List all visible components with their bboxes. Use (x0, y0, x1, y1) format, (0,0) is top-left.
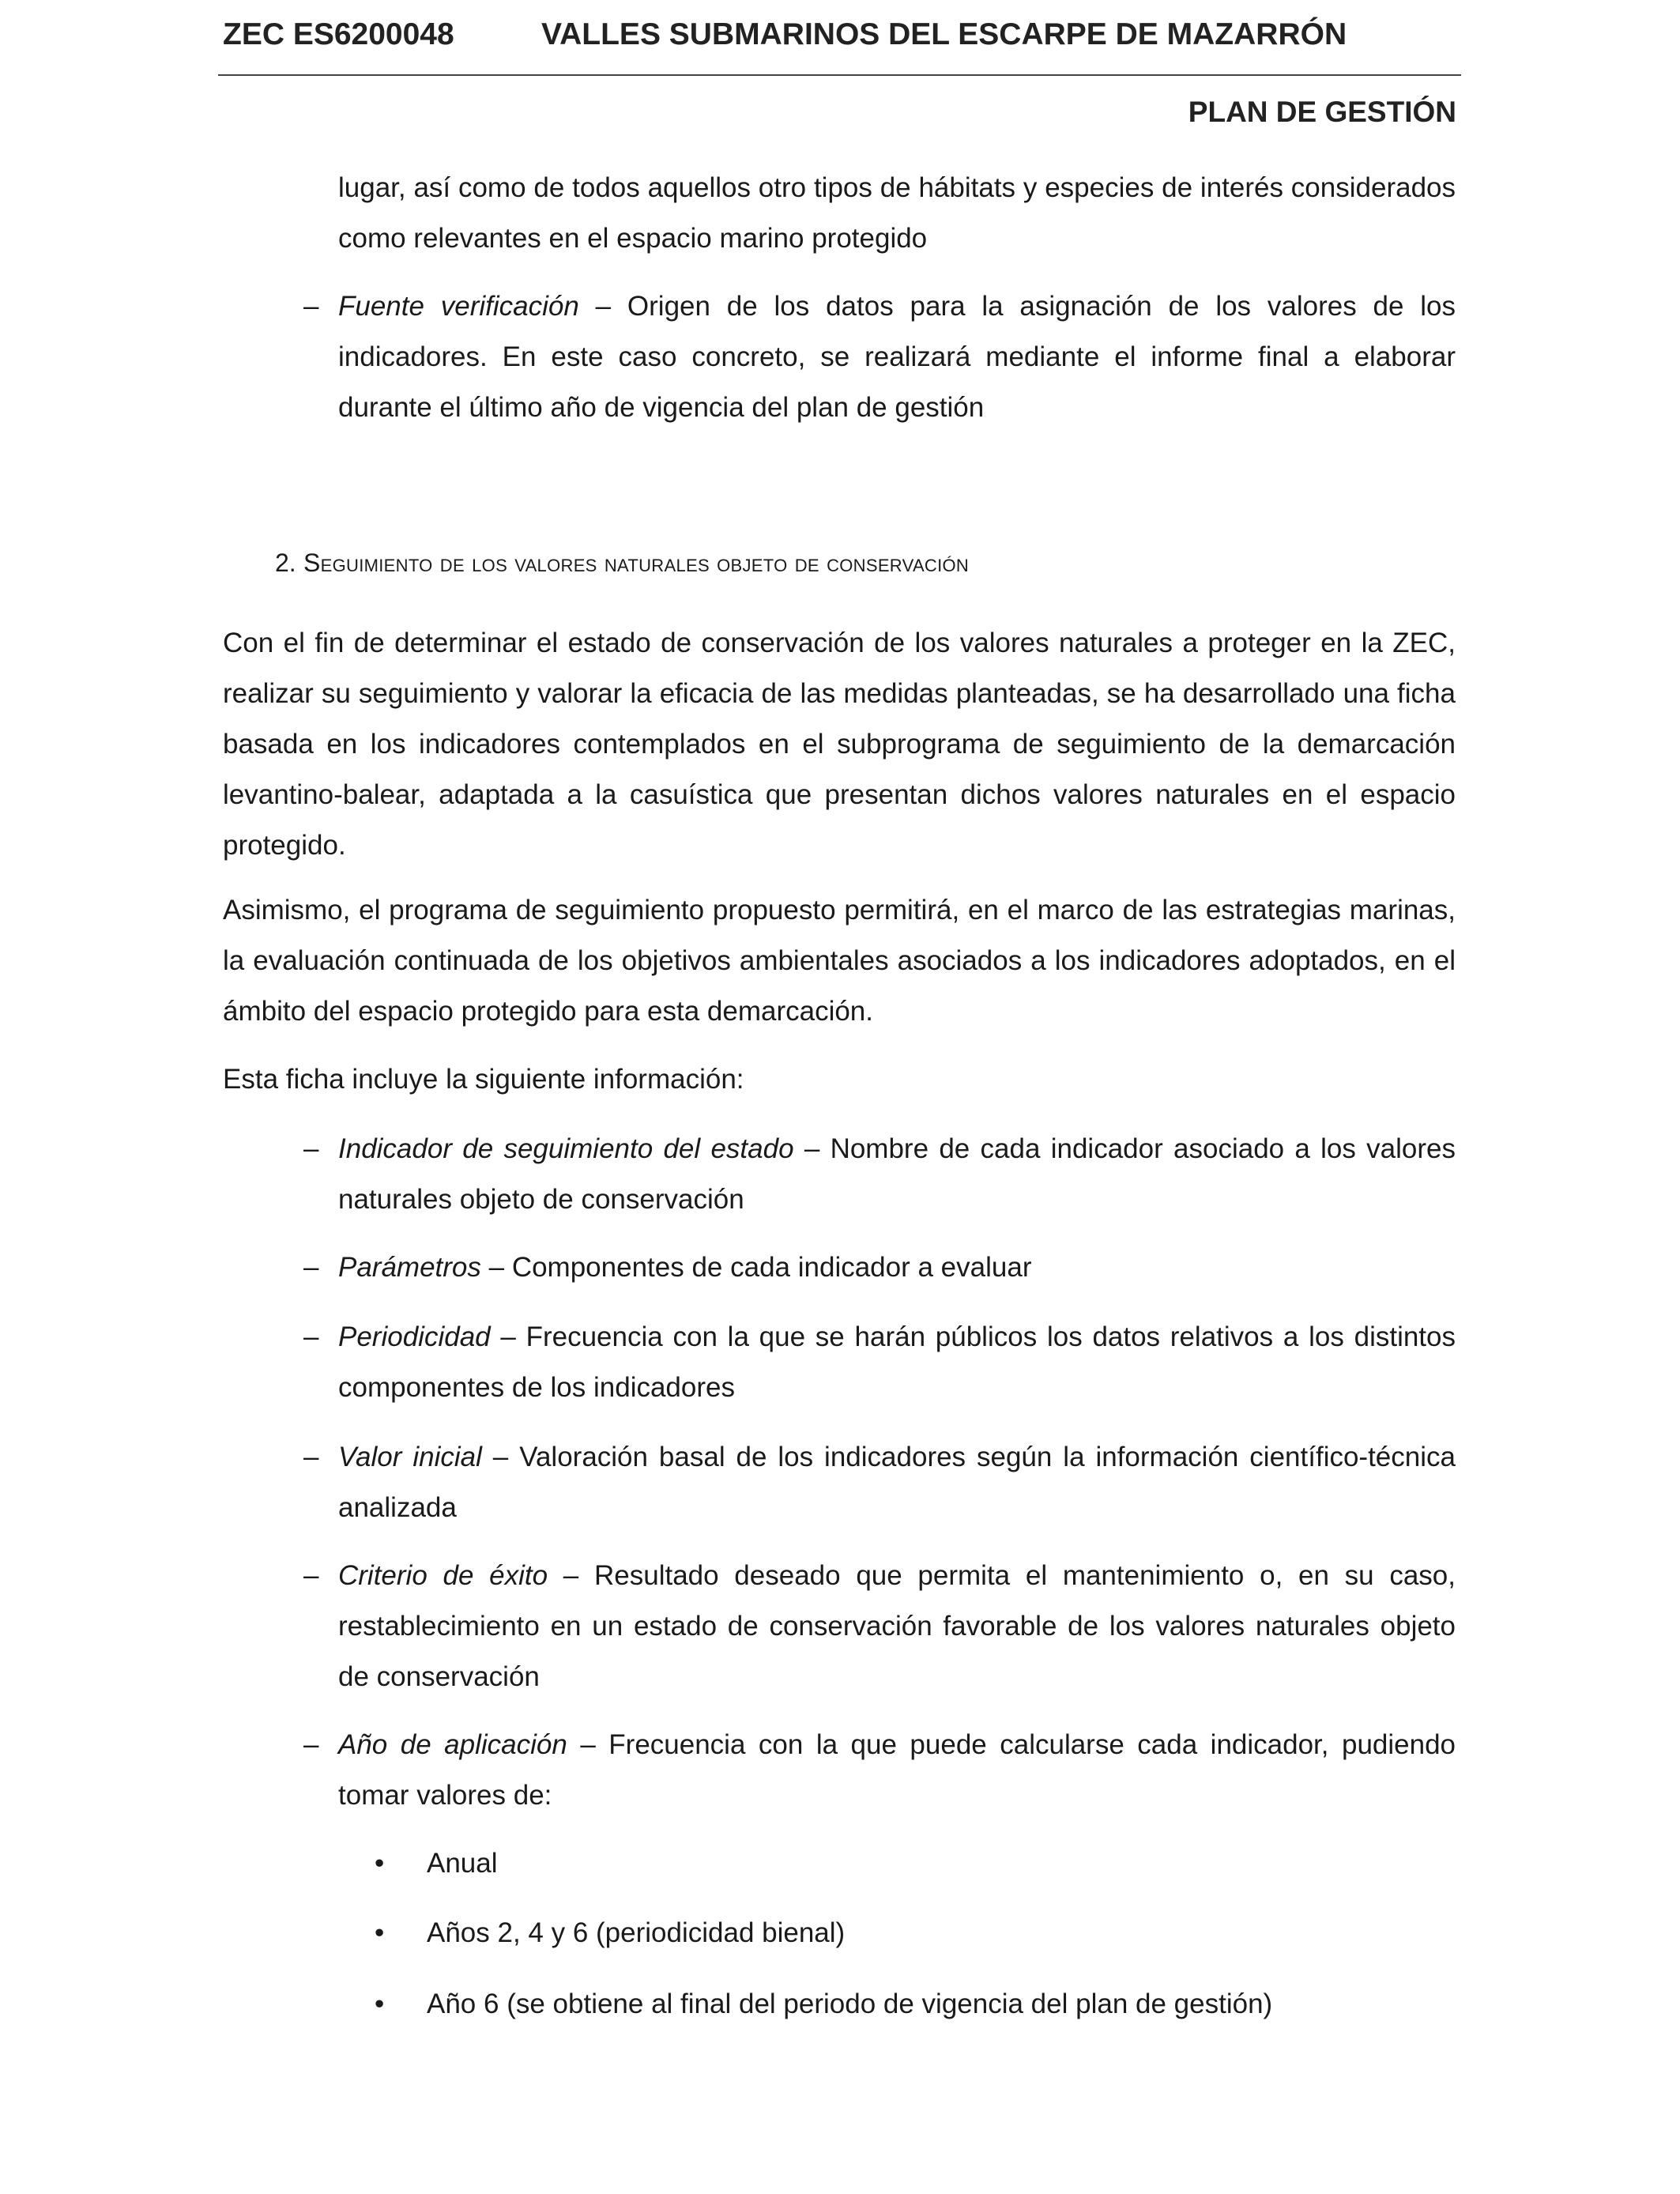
bullet-marker: • (375, 1917, 385, 1948)
bullet-item: Años 2, 4 y 6 (periodicidad bienal) (427, 1917, 846, 1948)
dash-marker: – (303, 1560, 319, 1591)
list-item (338, 1551, 1456, 1702)
list-item-text: – Origen de los datos para la asignación de los valores de los indicadores. En este caso concreto, se realizará mediante el informe final a elaborar durante el último año de vigencia del plan de gestión (338, 291, 1456, 423)
list-item (338, 1242, 1456, 1293)
list-item-term: Fuente verificación (338, 291, 579, 322)
dash-marker: – (303, 291, 319, 322)
list-item-text: – Resultado deseado que permita el mantenimiento o, en su caso, restablecimiento en un estado de conservación favorable de los valores naturales objeto de conservación (338, 1560, 1456, 1692)
list-item-term: Criterio de éxito (338, 1560, 548, 1591)
dash-marker: – (303, 1133, 319, 1164)
bullet-marker: • (375, 1989, 385, 2019)
list-item-term: Parámetros (338, 1252, 481, 1283)
list-item-fuente (338, 281, 1456, 433)
header-site-name: VALLES SUBMARINOS DEL ESCARPE DE MAZARRÓN (541, 17, 1347, 51)
dash-marker: – (303, 1729, 319, 1760)
list-item-term: Año de aplicación (338, 1729, 567, 1760)
bullet-item: Anual (427, 1848, 498, 1879)
list-item-term: Periodicidad (338, 1321, 491, 1352)
continuation-text: lugar, así como de todos aquellos otro tipos de hábitats y especies de interés considerados como relevantes en el espacio marino protegido (338, 172, 1456, 254)
list-item (338, 1312, 1456, 1413)
list-item (338, 1720, 1456, 1821)
header-zone-code: ZEC ES6200048 (223, 17, 454, 51)
paragraph: Esta ficha incluye la siguiente información: (223, 1064, 744, 1095)
list-item-text: – Nombre de cada indicador asociado a los valores naturales objeto de conservación (338, 1133, 1456, 1215)
list-item (338, 1432, 1456, 1533)
list-item-term: Valor inicial (338, 1442, 482, 1472)
bullet-item: Año 6 (se obtiene al final del periodo de vigencia del plan de gestión) (427, 1989, 1273, 2019)
dash-marker: – (303, 1442, 319, 1472)
list-item-term: Indicador de seguimiento del estado (338, 1133, 794, 1164)
header-subtitle: PLAN DE GESTIÓN (1188, 96, 1456, 128)
list-item-text: – Frecuencia con la que se harán públicos los datos relativos a los distintos componentes de los indicadores (338, 1321, 1456, 1403)
list-item-text: – Frecuencia con la que puede calcularse cada indicador, pudiendo tomar valores de: (338, 1729, 1456, 1811)
list-item-text: – Componentes de cada indicador a evaluar (480, 1252, 1032, 1283)
section-number: 2. (275, 548, 296, 577)
header-divider (218, 74, 1461, 76)
bullet-marker: • (375, 1848, 385, 1879)
list-item-text: – Valoración basal de los indicadores según la información científico-técnica analizada (338, 1442, 1456, 1523)
dash-marker: – (303, 1321, 319, 1352)
section-title: Seguimiento de los valores naturales objeto de conservación (303, 548, 970, 577)
paragraph: Con el fin de determinar el estado de conservación de los valores naturales a proteger en la ZEC, realizar su seguimiento y valorar la eficacia de las medidas planteadas, se ha desarrollado una ficha basada en los indicadores contemplados en el subprograma de seguimiento de la demarcación levantino-balear, adaptada a la casuística que presentan dichos valores naturales en el espacio protegido. (223, 628, 1456, 861)
list-item (338, 1124, 1456, 1225)
paragraph: Asimismo, el programa de seguimiento propuesto permitirá, en el marco de las estrategias marinas, la evaluación continuada de los objetivos ambientales asociados a los indicadores adoptados, en el ámbito del espacio protegido para esta demarcación. (223, 895, 1456, 1027)
dash-marker: – (303, 1252, 319, 1283)
